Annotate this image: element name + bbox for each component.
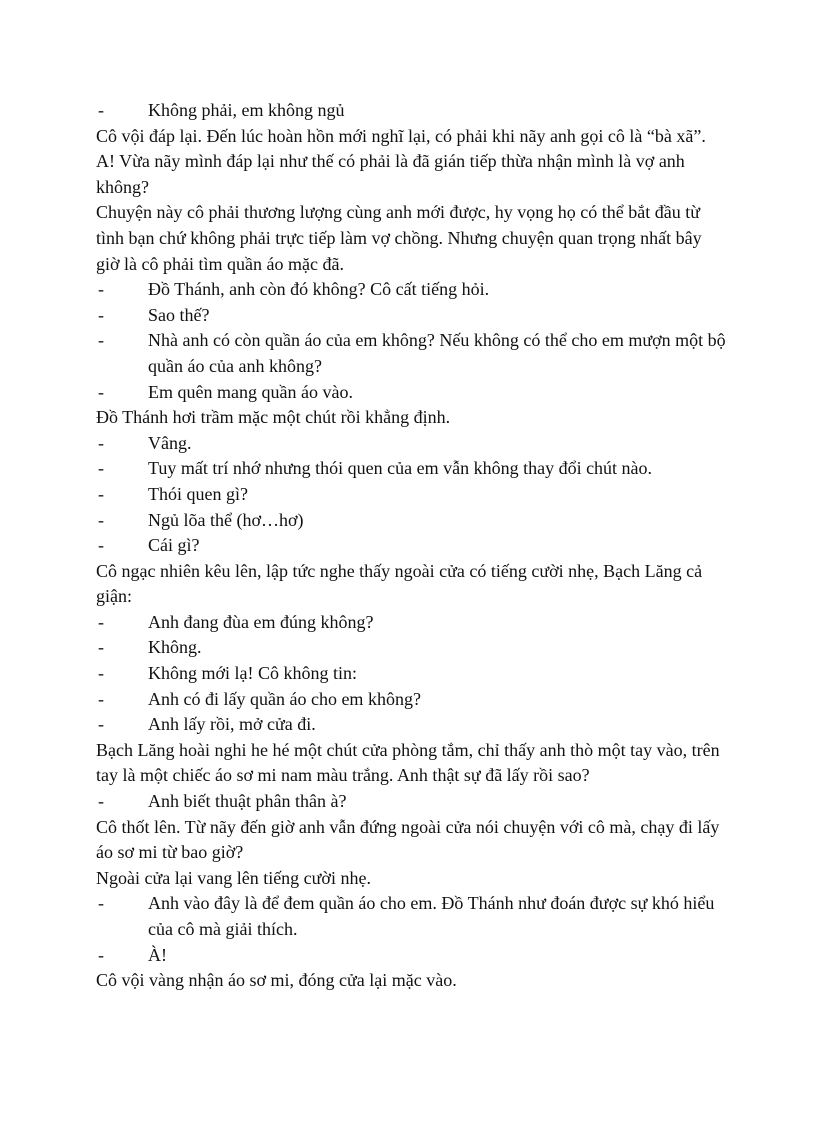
dialogue-dash: - — [98, 893, 104, 914]
line-text: Ngủ lõa thể (hơ…hơ) — [148, 509, 304, 530]
dialogue-dash: - — [98, 791, 104, 812]
line-text: Cô ngạc nhiên kêu lên, lập tức nghe thấy ngoài cửa có tiếng cười nhẹ, Bạch Lăng cả giận: — [96, 560, 703, 607]
dialogue-dash: - — [98, 611, 104, 632]
narration-line — [96, 866, 726, 892]
dialogue-line — [96, 328, 726, 379]
document-page — [96, 98, 726, 994]
line-text: Ngoài cửa lại vang lên tiếng cười nhẹ. — [96, 867, 371, 888]
dialogue-dash: - — [98, 688, 104, 709]
dialogue-line — [96, 635, 726, 661]
dialogue-line — [96, 431, 726, 457]
dialogue-dash: - — [98, 458, 104, 479]
dialogue-line — [96, 456, 726, 482]
line-text: Cô thốt lên. Từ nãy đến giờ anh vẫn đứng ngoài cửa nói chuyện với cô mà, chạy đi lấy áo sơ mi từ bao giờ? — [96, 816, 720, 863]
dialogue-dash: - — [98, 432, 104, 453]
dialogue-dash: - — [98, 330, 104, 351]
line-text: Đồ Thánh, anh còn đó không? Cô cất tiếng hỏi. — [148, 279, 490, 300]
dialogue-line — [96, 891, 726, 942]
dialogue-line — [96, 943, 726, 969]
dialogue-line — [96, 712, 726, 738]
narration-line — [96, 968, 726, 994]
narration-line — [96, 559, 726, 610]
line-text: Em quên mang quần áo vào. — [148, 381, 353, 402]
dialogue-dash: - — [98, 279, 104, 300]
narration-line — [96, 815, 726, 866]
narration-line — [96, 200, 726, 277]
narration-line — [96, 738, 726, 789]
dialogue-line — [96, 789, 726, 815]
dialogue-line — [96, 533, 726, 559]
dialogue-dash: - — [98, 663, 104, 684]
dialogue-line — [96, 661, 726, 687]
line-text: Anh vào đây là để đem quần áo cho em. Đồ Thánh như đoán được sự khó hiểu của cô mà giải thích. — [148, 893, 715, 939]
dialogue-dash: - — [98, 381, 104, 402]
dialogue-line — [96, 380, 726, 406]
dialogue-dash: - — [98, 714, 104, 735]
line-text: Anh đang đùa em đúng không? — [148, 611, 374, 632]
line-text: Đồ Thánh hơi trầm mặc một chút rồi khẳng định. — [96, 407, 451, 428]
line-text: Anh biết thuật phân thân à? — [148, 791, 347, 812]
narration-line — [96, 124, 726, 201]
line-text: Nhà anh có còn quần áo của em không? Nếu không có thể cho em mượn một bộ quần áo của anh không? — [148, 330, 726, 376]
dialogue-dash: - — [98, 637, 104, 658]
dialogue-line — [96, 277, 726, 303]
dialogue-dash: - — [98, 509, 104, 530]
line-text: Cái gì? — [148, 535, 200, 556]
line-text: Không. — [148, 637, 202, 658]
dialogue-dash: - — [98, 535, 104, 556]
line-text: Thói quen gì? — [148, 483, 248, 504]
dialogue-line — [96, 687, 726, 713]
line-text: Không mới lạ! Cô không tin: — [148, 663, 358, 684]
dialogue-line — [96, 482, 726, 508]
line-text: Cô vội đáp lại. Đến lúc hoàn hồn mới nghĩ lại, có phải khi nãy anh gọi cô là “bà xã”. A! Vừa nãy mình đáp lại như thế có phải là đã gián tiếp thừa nhận mình là vợ anh không? — [96, 125, 706, 197]
line-text: À! — [148, 944, 167, 965]
dialogue-line — [96, 98, 726, 124]
dialogue-dash: - — [98, 100, 104, 120]
dialogue-line — [96, 303, 726, 329]
dialogue-line — [96, 508, 726, 534]
narration-line — [96, 405, 726, 431]
dialogue-line — [96, 610, 726, 636]
line-text: Anh lấy rồi, mở cửa đi. — [148, 714, 316, 735]
dialogue-dash: - — [98, 483, 104, 504]
line-text: Bạch Lăng hoài nghi he hé một chút cửa phòng tắm, chỉ thấy anh thò một tay vào, trên tay là một chiếc áo sơ mi nam màu trắng. Anh thật sự đã lấy rồi sao? — [96, 739, 720, 786]
line-text: Không phải, em không ngủ — [148, 100, 345, 120]
dialogue-dash: - — [98, 944, 104, 965]
line-text: Chuyện này cô phải thương lượng cùng anh mới được, hy vọng họ có thể bắt đầu từ tình bạn chứ không phải trực tiếp làm vợ chồng. Nhưng chuyện quan trọng nhất bây giờ là cô phải tìm quần áo mặc đã. — [96, 202, 702, 274]
line-text: Tuy mất trí nhớ nhưng thói quen của em vẫn không thay đổi chút nào. — [148, 458, 653, 479]
line-text: Anh có đi lấy quần áo cho em không? — [148, 688, 421, 709]
line-text: Sao thế? — [148, 304, 210, 325]
dialogue-dash: - — [98, 304, 104, 325]
line-text: Cô vội vàng nhận áo sơ mi, đóng cửa lại mặc vào. — [96, 970, 457, 991]
line-text: Vâng. — [148, 432, 192, 453]
